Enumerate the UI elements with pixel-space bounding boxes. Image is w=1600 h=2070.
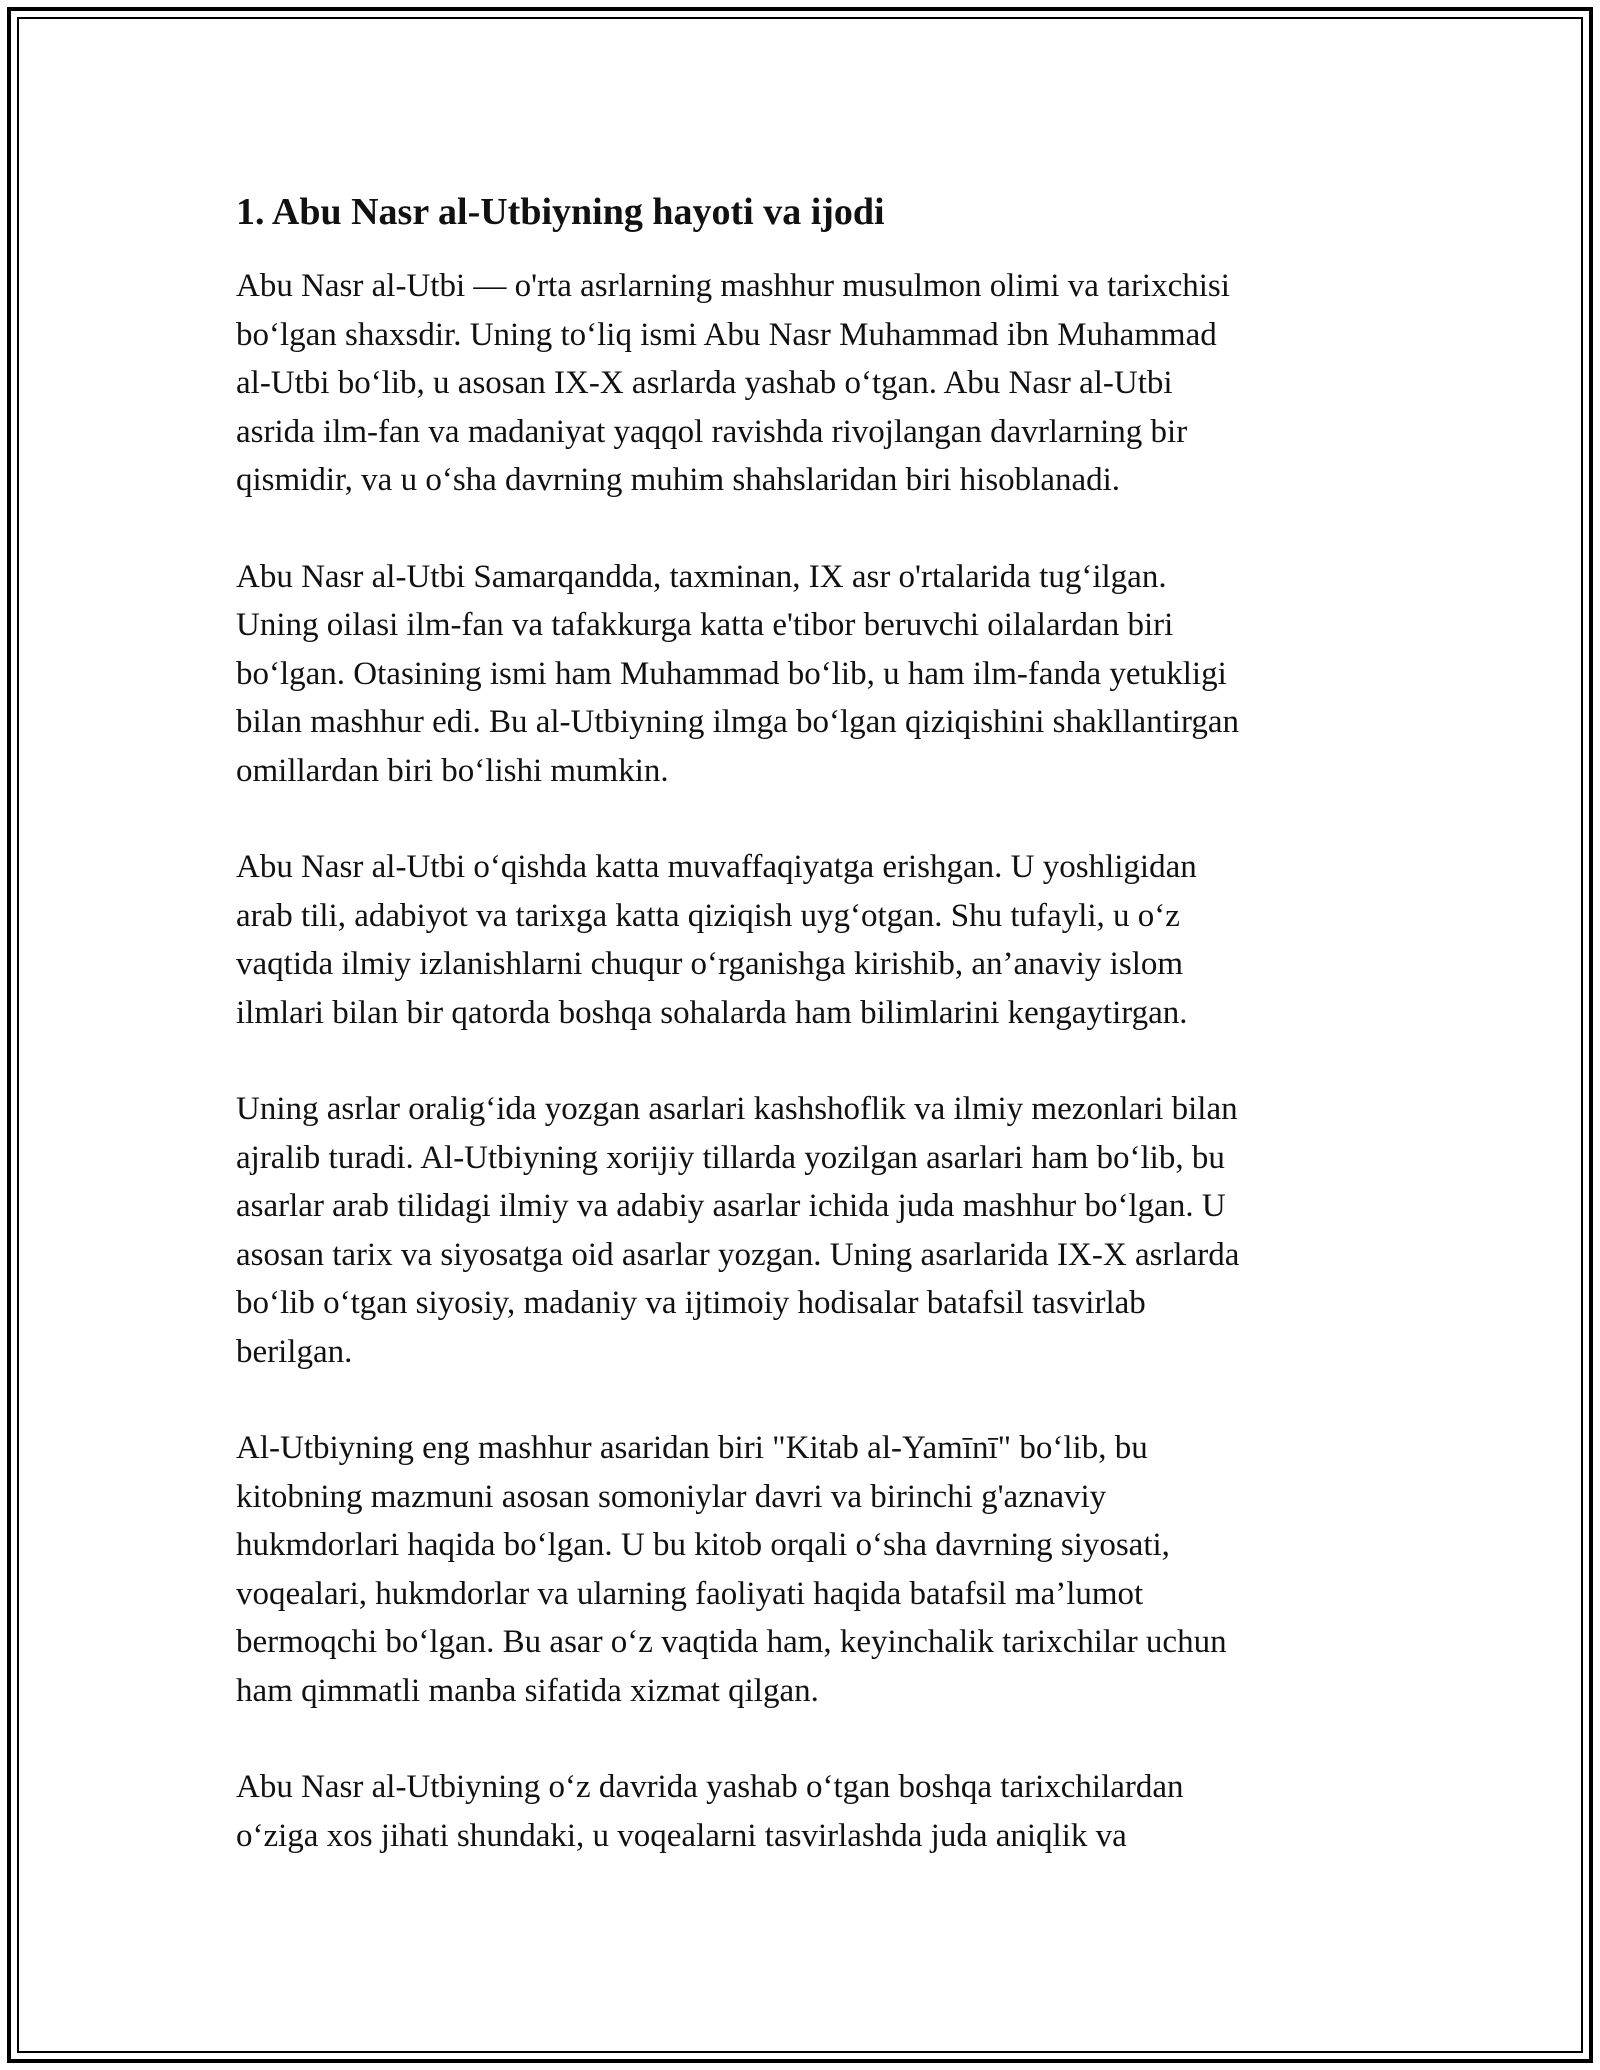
paragraph-line: boʻlgan shaxsdir. Uning toʻliq ismi Abu Nasr Muhammad ibn Muhammad <box>236 316 1217 353</box>
paragraph-line: ajralib turadi. Al-Utbiyning xorijiy tillarda yozilgan asarlari ham boʻlib, bu <box>236 1139 1225 1176</box>
paragraph-line: bermoqchi boʻlgan. Bu asar oʻz vaqtida ham, keyinchalik tarixchilar uchun <box>236 1624 1227 1660</box>
paragraph-line: vaqtida ilmiy izlanishlarni chuqur oʻrganishga kirishib, an’anaviy islom <box>236 946 1184 982</box>
paragraph-line: oʻziga xos jihati shundaki, u voqealarni tasvirlashda juda aniqlik va <box>236 1817 1127 1854</box>
document-body <box>236 188 1366 1908</box>
paragraph-line: voqealari, hukmdorlar va ularning faoliyati haqida batafsil ma’lumot <box>236 1575 1144 1612</box>
paragraph-line: Abu Nasr al-Utbi Samarqandda, taxminan, IX asr o'rtalarida tugʻilgan. <box>236 558 1167 595</box>
paragraph-line: arab tili, adabiyot va tarixga katta qiziqish uygʻotgan. Shu tufayli, u oʻz <box>236 897 1180 934</box>
paragraph-line: Al-Utbiyning eng mashhur asaridan biri "Kitab al-Yamīnī" boʻlib, bu <box>236 1430 1148 1466</box>
paragraph-line: boʻlgan. Otasining ismi ham Muhammad boʻlib, u ham ilm-fanda yetukligi <box>236 655 1227 692</box>
paragraph-line: Uning oilasi ilm-fan va tafakkurga katta e'tibor beruvchi oilalardan biri <box>236 607 1174 643</box>
paragraph-6 <box>236 1763 1366 1860</box>
paragraph-line: ham qimmatli manba sifatida xizmat qilgan. <box>236 1672 819 1709</box>
paragraph-line: boʻlib oʻtgan siyosiy, madaniy va ijtimoiy hodisalar batafsil tasvirlab <box>236 1285 1146 1321</box>
paragraph-line: ilmlari bilan bir qatorda boshqa sohalarda ham bilimlarini kengaytirgan. <box>236 994 1188 1031</box>
paragraph-1 <box>236 262 1366 505</box>
paragraph-line: hukmdorlari haqida boʻlgan. U bu kitob orqali oʻsha davrning siyosati, <box>236 1527 1170 1563</box>
paragraph-line: berilgan. <box>236 1333 353 1370</box>
paragraph-line: bilan mashhur edi. Bu al-Utbiyning ilmga boʻlgan qiziqishini shakllantirgan <box>236 704 1239 740</box>
paragraph-line: asarlar arab tilidagi ilmiy va adabiy asarlar ichida juda mashhur boʻlgan. U <box>236 1188 1226 1224</box>
paragraph-line: qismidir, va u oʻsha davrning muhim shahslaridan biri hisoblanadi. <box>236 462 1121 498</box>
paragraph-line: omillardan biri boʻlishi mumkin. <box>236 752 669 789</box>
paragraph-line: al-Utbi boʻlib, u asosan IX-X asrlarda yashab oʻtgan. Abu Nasr al-Utbi <box>236 365 1173 401</box>
paragraph-line: kitobning mazmuni asosan somoniylar davri va birinchi g'aznaviy <box>236 1478 1107 1515</box>
paragraph-line: Abu Nasr al-Utbiyning oʻz davrida yashab oʻtgan boshqa tarixchilardan <box>236 1769 1184 1805</box>
paragraph-5 <box>236 1424 1366 1715</box>
paragraph-2 <box>236 553 1366 796</box>
paragraph-line: asosan tarix va siyosatga oid asarlar yozgan. Uning asarlarida IX-X asrlarda <box>236 1236 1240 1273</box>
paragraph-line: Abu Nasr al-Utbi — o'rta asrlarning mashhur musulmon olimi va tarixchisi <box>236 268 1230 304</box>
paragraph-line: Uning asrlar oraligʻida yozgan asarlari kashshoflik va ilmiy mezonlari bilan <box>236 1091 1238 1127</box>
document-title: 1. Abu Nasr al-Utbiyning hayoti va ijodi <box>236 191 885 233</box>
paragraph-4 <box>236 1085 1366 1376</box>
paragraph-line: asrida ilm-fan va madaniyat yaqqol ravishda rivojlangan davrlarning bir <box>236 413 1188 450</box>
paragraph-3 <box>236 843 1366 1037</box>
paragraph-line: Abu Nasr al-Utbi oʻqishda katta muvaffaqiyatga erishgan. U yoshligidan <box>236 849 1197 885</box>
